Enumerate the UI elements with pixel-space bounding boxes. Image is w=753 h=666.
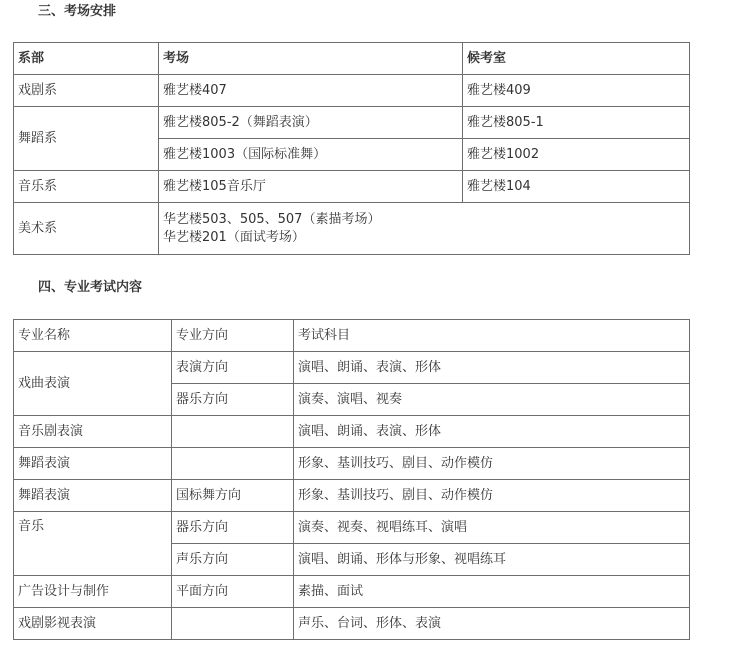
major-cell: 戏曲表演 [14,352,172,416]
direction-cell [172,448,294,480]
section4-heading: 四、专业考试内容 [38,280,143,295]
table-row [14,416,690,448]
table-row [14,480,690,512]
exam-content-table [13,319,690,640]
dept-cell: 戏剧系 [14,75,159,107]
section3-heading: 三、考场安排 [38,4,117,19]
table-row [14,75,690,107]
subjects-cell: 形象、基训技巧、剧目、动作模仿 [294,480,690,512]
table-row [14,171,690,203]
direction-cell: 国标舞方向 [172,480,294,512]
header-room: 考场 [159,43,463,75]
table-row [14,608,690,640]
table-row [14,352,690,384]
room-cell: 雅艺楼407 [159,75,463,107]
wait-cell: 雅艺楼409 [463,75,690,107]
dept-cell: 舞蹈系 [14,107,159,171]
room-cell: 雅艺楼105音乐厅 [159,171,463,203]
major-cell: 舞蹈表演 [14,480,172,512]
subjects-cell: 演唱、朗诵、形体与形象、视唱练耳 [294,544,690,576]
table-row [14,448,690,480]
direction-cell: 表演方向 [172,352,294,384]
room-cell: 雅艺楼805-2（舞蹈表演） [159,107,463,139]
direction-cell [172,608,294,640]
direction-cell: 器乐方向 [172,512,294,544]
header-direction: 专业方向 [172,320,294,352]
major-cell: 舞蹈表演 [14,448,172,480]
room-line: 华艺楼201（面试考场） [163,229,305,245]
subjects-cell: 声乐、台词、形体、表演 [294,608,690,640]
wait-cell: 雅艺楼805-1 [463,107,690,139]
table-row [14,512,690,544]
major-cell: 戏剧影视表演 [14,608,172,640]
subjects-cell: 形象、基训技巧、剧目、动作模仿 [294,448,690,480]
direction-cell: 声乐方向 [172,544,294,576]
subjects-cell: 演奏、视奏、视唱练耳、演唱 [294,512,690,544]
subjects-cell: 演唱、朗诵、表演、形体 [294,416,690,448]
table-header-row [14,43,690,75]
exam-room-table [13,42,690,255]
subjects-cell: 演奏、演唱、视奏 [294,384,690,416]
subjects-cell: 演唱、朗诵、表演、形体 [294,352,690,384]
direction-cell [172,416,294,448]
header-major: 专业名称 [14,320,172,352]
major-cell: 广告设计与制作 [14,576,172,608]
table-row [14,576,690,608]
header-dept: 系部 [14,43,159,75]
table-row [14,107,690,139]
wait-cell: 雅艺楼1002 [463,139,690,171]
header-wait: 候考室 [463,43,690,75]
dept-cell: 美术系 [14,203,159,255]
room-cell [159,203,690,255]
room-line: 华艺楼503、505、507（素描考场） [163,211,381,227]
wait-cell: 雅艺楼104 [463,171,690,203]
subjects-cell: 素描、面试 [294,576,690,608]
direction-cell: 器乐方向 [172,384,294,416]
header-subjects: 考试科目 [294,320,690,352]
table-header-row [14,320,690,352]
direction-cell: 平面方向 [172,576,294,608]
room-cell: 雅艺楼1003（国际标准舞） [159,139,463,171]
major-cell: 音乐剧表演 [14,416,172,448]
dept-cell: 音乐系 [14,171,159,203]
major-cell: 音乐 [14,512,172,576]
table-row [14,203,690,255]
